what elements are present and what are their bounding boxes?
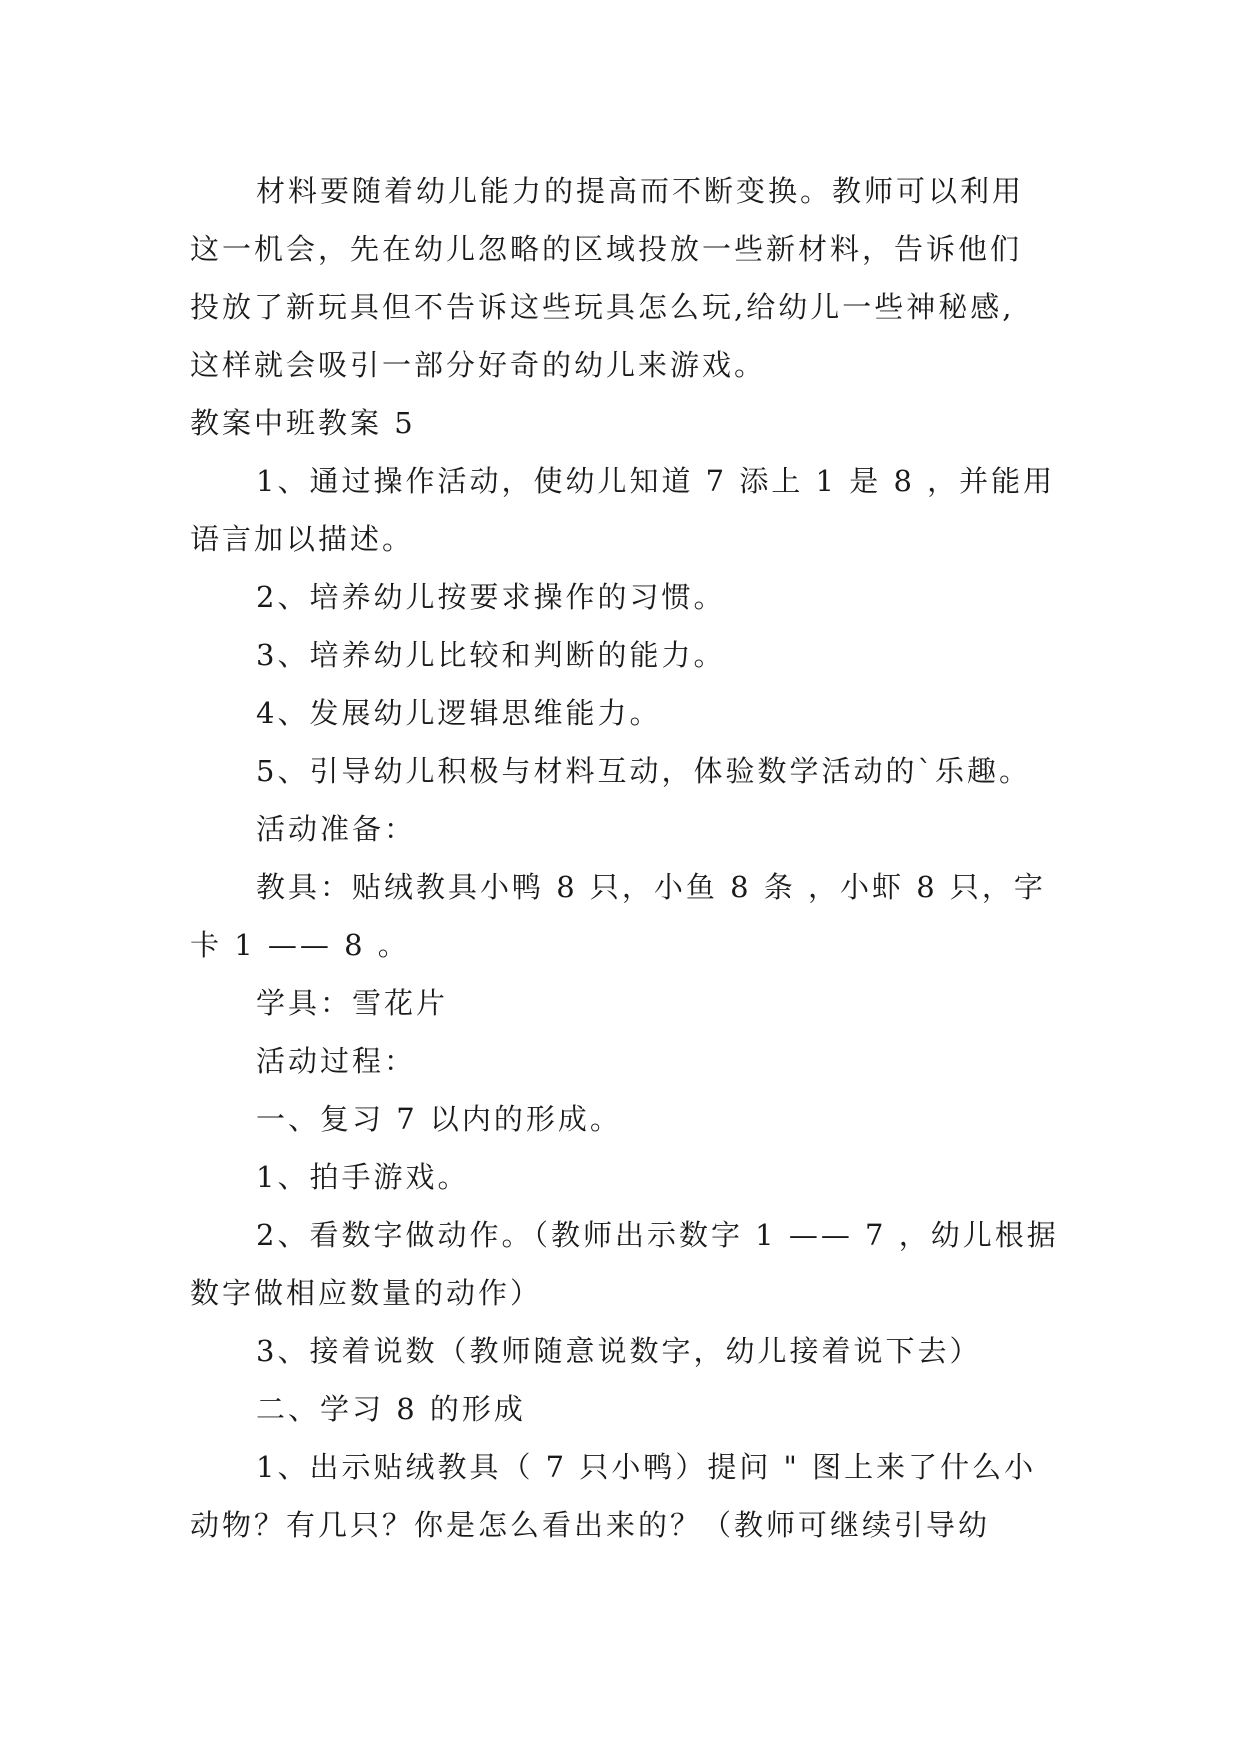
paragraph-line: 学具：雪花片: [256, 986, 449, 1020]
paragraph-line: 动物？有几只？你是怎么看出来的？（教师可继续引导幼: [190, 1508, 991, 1542]
paragraph-line: 一、复习 7 以内的形成。: [256, 1102, 622, 1136]
paragraph-line: 1、通过操作活动，使幼儿知道 7 添上 1 是 8 ，并能用: [256, 464, 1056, 498]
paragraph-line: 3、接着说数（教师随意说数字，幼儿接着说下去）: [256, 1334, 982, 1368]
paragraph-line: 语言加以描述。: [190, 522, 415, 556]
paragraph-line: 2、培养幼儿按要求操作的习惯。: [256, 580, 726, 614]
document-body: [190, 162, 1090, 1554]
paragraph-line: 活动过程：: [256, 1044, 417, 1078]
paragraph-line: 3、培养幼儿比较和判断的能力。: [256, 638, 726, 672]
paragraph-line: 4、发展幼儿逻辑思维能力。: [256, 696, 662, 730]
paragraph-line: 材料要随着幼儿能力的提高而不断变换。教师可以利用: [256, 174, 1025, 208]
paragraph-line: 投放了新玩具但不告诉这些玩具怎么玩,给幼儿一些神秘感,: [190, 290, 1015, 324]
paragraph-line: 活动准备：: [256, 812, 417, 846]
paragraph-line: 数字做相应数量的动作）: [190, 1276, 543, 1310]
paragraph-line: 5、引导幼儿积极与材料互动，体验数学活动的`乐趣。: [256, 754, 1031, 788]
paragraph-line: 卡 1 —— 8 。: [190, 928, 410, 962]
paragraph-line: 这样就会吸引一部分好奇的幼儿来游戏。: [190, 348, 767, 382]
paragraph-line: 这一机会，先在幼儿忽略的区域投放一些新材料，告诉他们: [190, 232, 1023, 266]
paragraph-line: 1、拍手游戏。: [256, 1160, 470, 1194]
paragraph-line: 1、出示贴绒教具（ 7 只小鸭）提问 " 图上来了什么小: [256, 1450, 1037, 1484]
paragraph-line: 二、学习 8 的形成: [256, 1392, 526, 1426]
paragraph-line: 2、看数字做动作。（教师出示数字 1 —— 7 ，幼儿根据: [256, 1218, 1059, 1252]
paragraph-line: 教具：贴绒教具小鸭 8 只，小鱼 8 条 ，小虾 8 只，字: [256, 870, 1046, 904]
section-heading: 教案中班教案 5: [190, 406, 416, 440]
